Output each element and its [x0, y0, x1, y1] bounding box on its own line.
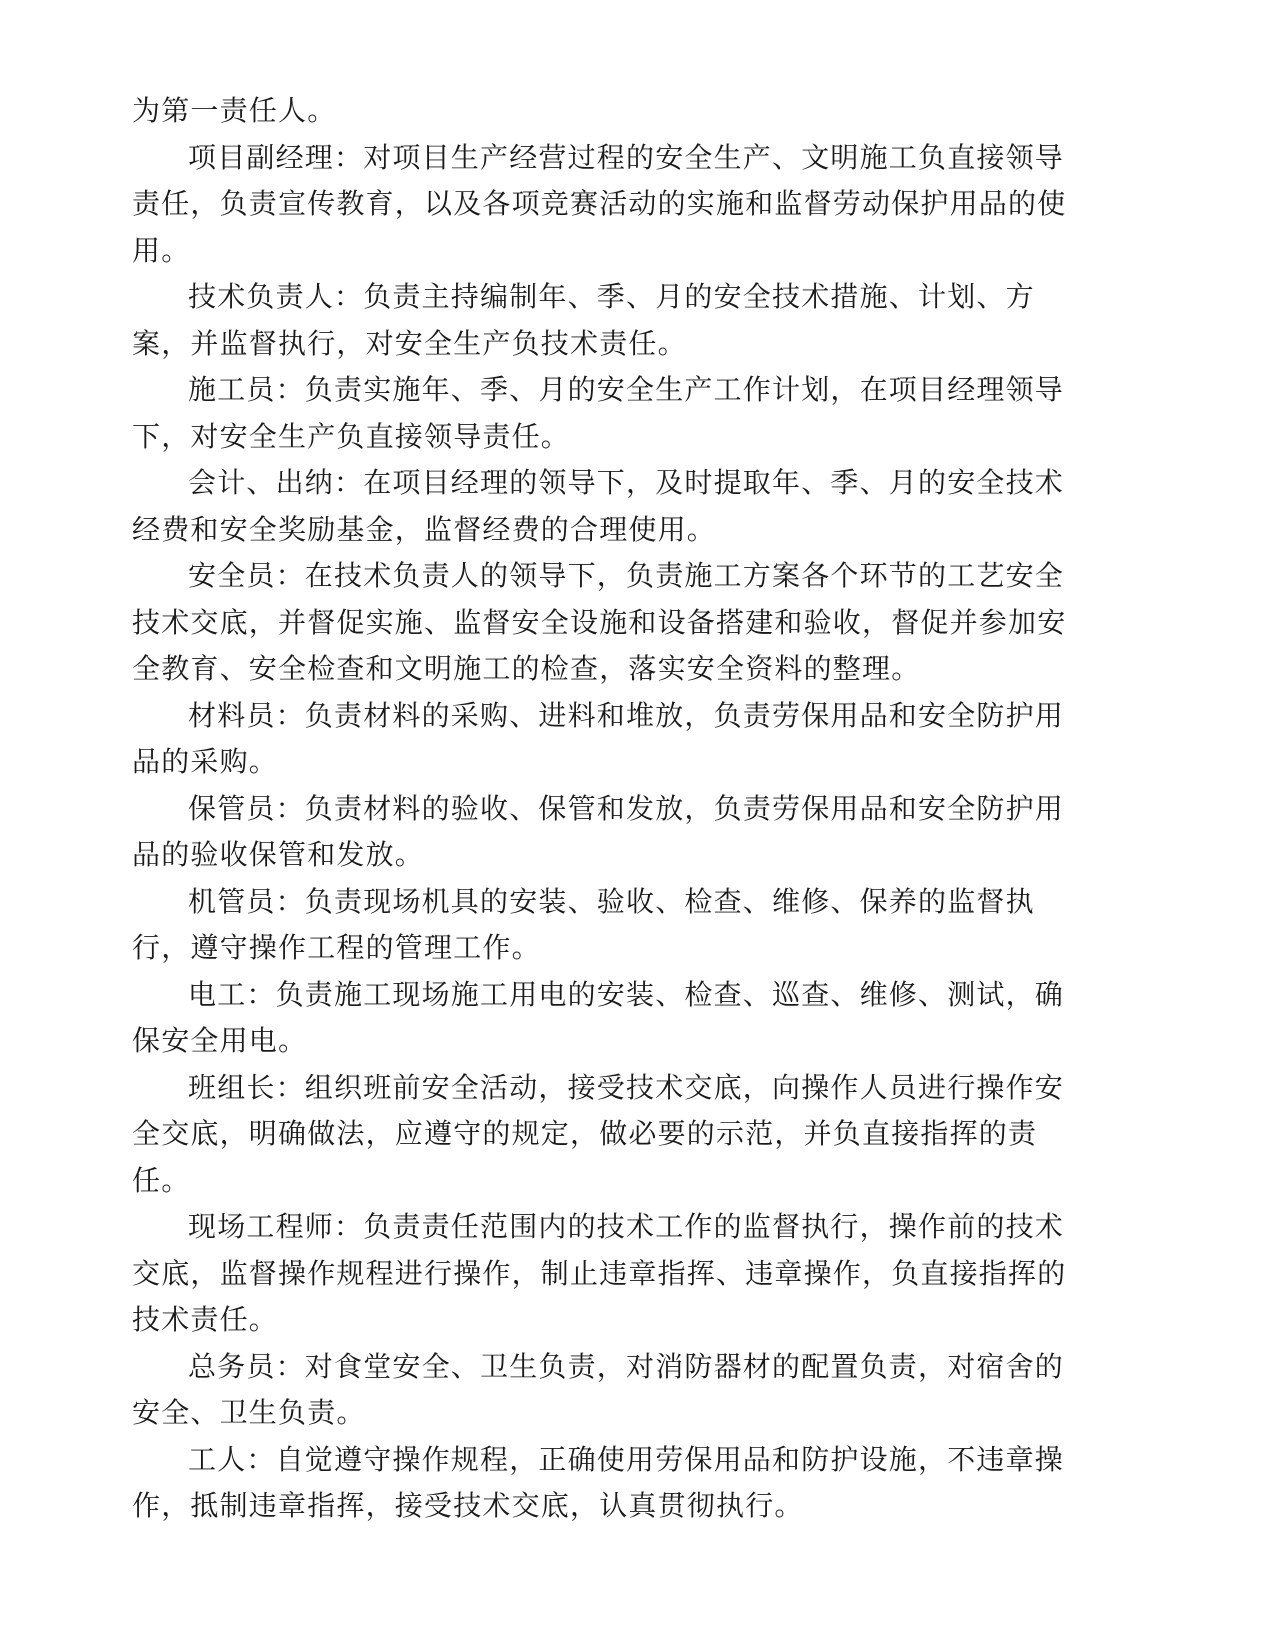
paragraph-storekeeper: 保管员：负责材料的验收、保管和发放，负责劳保用品和安全防护用品的验收保管和发放。 — [132, 791, 1065, 871]
paragraph-team-leader: 班组长：组织班前安全活动，接受技术交底，向操作人员进行操作安全交底，明确做法，应遵守的规定，做必要的示范，并负直接指挥的责任。 — [132, 1070, 1065, 1197]
paragraph-site-engineer: 现场工程师：负责责任范围内的技术工作的监督执行，操作前的技术交底，监督操作规程进行操作，制止违章指挥、违章操作，负直接指挥的技术责任。 — [132, 1210, 1067, 1336]
paragraph-equipment-manager: 机管员：负责现场机具的安装、验收、检查、维修、保养的监督执行，遵守操作工程的管理工作。 — [132, 884, 1035, 964]
paragraph-electrician: 电工：负责施工现场施工用电的安装、检查、巡查、维修、测试，确保安全用电。 — [132, 977, 1065, 1057]
paragraph-construction-officer: 施工员：负责实施年、季、月的安全生产工作计划，在项目经理领导下，对安全生产负直接领导责任。 — [132, 373, 1065, 453]
paragraph-deputy-manager: 项目副经理：对项目生产经营过程的安全生产、文明施工负直接领导责任，负责宣传教育，以及各项竞赛活动的实施和监督劳动保护用品的使用。 — [132, 140, 1067, 267]
document-page — [132, 88, 1077, 1530]
paragraph-general-affairs: 总务员：对食堂安全、卫生负责，对消防器材的配置负责，对宿舍的安全、卫生负责。 — [132, 1349, 1065, 1429]
paragraph-workers: 工人：自觉遵守操作规程，正确使用劳保用品和防护设施，不违章操作，抵制违章指挥，接受技术交底，认真贯彻执行。 — [132, 1442, 1065, 1522]
paragraph-safety-officer: 安全员：在技术负责人的领导下，负责施工方案各个环节的工艺安全技术交底，并督促实施、监督安全设施和设备搭建和验收，督促并参加安全教育、安全检查和文明施工的检查，落实安全资料的整理。 — [132, 559, 1067, 685]
paragraph-materials-officer: 材料员：负责材料的采购、进料和堆放，负责劳保用品和安全防护用品的采购。 — [132, 698, 1065, 778]
paragraph-continuation: 为第一责任人。 — [132, 94, 337, 127]
paragraph-technical-lead: 技术负责人：负责主持编制年、季、月的安全技术措施、计划、方案，并监督执行，对安全生产负技术责任。 — [132, 280, 1035, 360]
paragraph-accountant-cashier: 会计、出纳：在项目经理的领导下，及时提取年、季、月的安全技术经费和安全奖励基金，监督经费的合理使用。 — [132, 466, 1065, 546]
